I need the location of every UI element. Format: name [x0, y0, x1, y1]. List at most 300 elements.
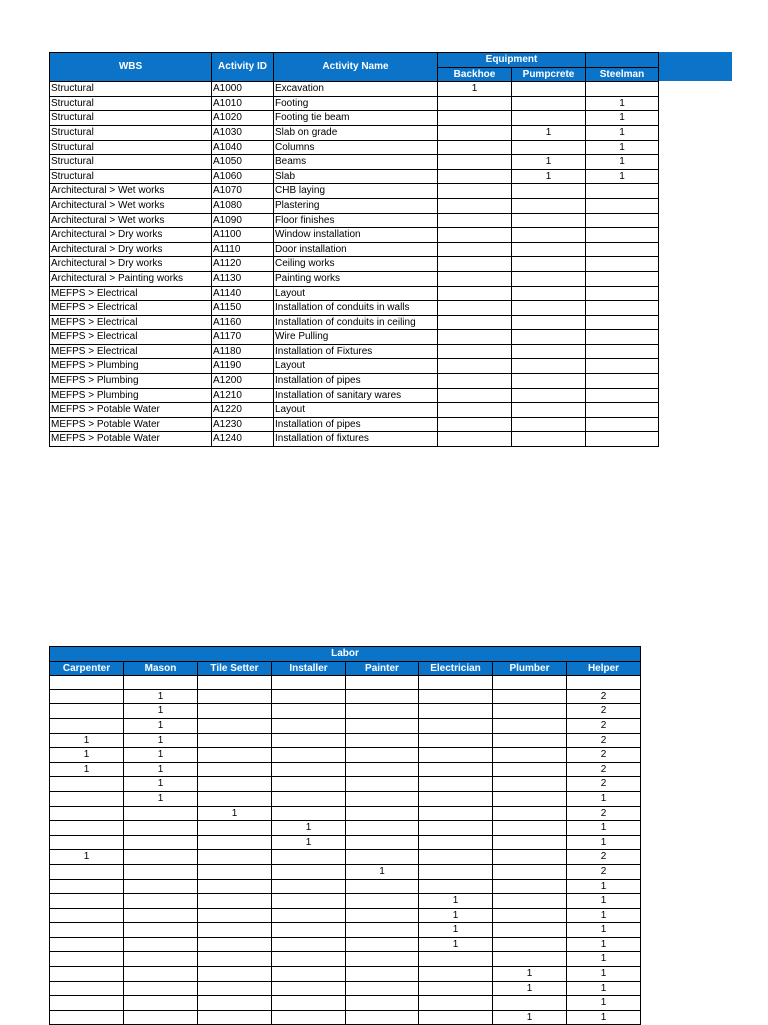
cell-electrician[interactable] [419, 864, 493, 879]
cell-electrician[interactable] [419, 850, 493, 865]
cell-plumber[interactable]: 1 [493, 967, 567, 982]
header-backhoe[interactable]: Backhoe [438, 67, 512, 82]
cell-carpenter[interactable] [50, 967, 124, 982]
cell-backhoe[interactable] [438, 125, 512, 140]
cell-activity-name[interactable]: Floor finishes [274, 213, 438, 228]
cell-activity-id[interactable]: A1240 [212, 432, 274, 447]
cell-wbs[interactable]: Architectural > Dry works [50, 242, 212, 257]
cell-mason[interactable]: 1 [124, 748, 198, 763]
header-wbs[interactable]: WBS [50, 53, 212, 82]
cell-helper[interactable]: 1 [567, 981, 641, 996]
cell-plumber[interactable] [493, 835, 567, 850]
cell-mason[interactable] [124, 894, 198, 909]
cell-backhoe[interactable] [438, 330, 512, 345]
cell-wbs[interactable]: Structural [50, 140, 212, 155]
cell-pumpcrete[interactable] [512, 432, 586, 447]
cell-activity-name[interactable]: Ceiling works [274, 257, 438, 272]
cell-tile-setter[interactable] [198, 704, 272, 719]
cell-plumber[interactable] [493, 718, 567, 733]
cell-helper[interactable]: 2 [567, 733, 641, 748]
cell-activity-name[interactable]: Window installation [274, 228, 438, 243]
cell-electrician[interactable] [419, 981, 493, 996]
cell-pumpcrete[interactable] [512, 213, 586, 228]
cell-wbs[interactable]: Structural [50, 82, 212, 97]
cell-steelman[interactable] [586, 403, 659, 418]
cell-backhoe[interactable] [438, 242, 512, 257]
cell-plumber[interactable] [493, 908, 567, 923]
cell-electrician[interactable] [419, 689, 493, 704]
cell-plumber[interactable] [493, 676, 567, 690]
cell-mason[interactable] [124, 937, 198, 952]
cell-painter[interactable] [346, 676, 419, 690]
cell-painter[interactable] [346, 689, 419, 704]
cell-painter[interactable] [346, 718, 419, 733]
cell-carpenter[interactable] [50, 704, 124, 719]
cell-plumber[interactable] [493, 850, 567, 865]
cell-wbs[interactable]: MEFPS > Potable Water [50, 417, 212, 432]
cell-backhoe[interactable] [438, 315, 512, 330]
cell-plumber[interactable]: 1 [493, 981, 567, 996]
cell-electrician[interactable]: 1 [419, 894, 493, 909]
cell-painter[interactable]: 1 [346, 864, 419, 879]
header-carpenter[interactable]: Carpenter [50, 661, 124, 676]
cell-pumpcrete[interactable] [512, 184, 586, 199]
cell-carpenter[interactable] [50, 689, 124, 704]
cell-electrician[interactable] [419, 1010, 493, 1025]
cell-installer[interactable]: 1 [272, 821, 346, 836]
header-activity-name[interactable]: Activity Name [274, 53, 438, 82]
cell-tile-setter[interactable] [198, 835, 272, 850]
cell-carpenter[interactable] [50, 879, 124, 894]
cell-backhoe[interactable] [438, 374, 512, 389]
cell-tile-setter[interactable] [198, 777, 272, 792]
cell-electrician[interactable] [419, 952, 493, 967]
cell-installer[interactable] [272, 689, 346, 704]
cell-helper[interactable]: 2 [567, 864, 641, 879]
cell-activity-id[interactable]: A1000 [212, 82, 274, 97]
cell-pumpcrete[interactable] [512, 388, 586, 403]
cell-backhoe[interactable] [438, 169, 512, 184]
cell-activity-id[interactable]: A1200 [212, 374, 274, 389]
header-steelman[interactable]: Steelman [586, 67, 659, 82]
cell-mason[interactable] [124, 821, 198, 836]
cell-steelman[interactable]: 1 [586, 96, 659, 111]
cell-carpenter[interactable] [50, 791, 124, 806]
cell-plumber[interactable] [493, 952, 567, 967]
cell-tile-setter[interactable] [198, 821, 272, 836]
cell-steelman[interactable] [586, 388, 659, 403]
cell-helper[interactable]: 2 [567, 806, 641, 821]
cell-wbs[interactable]: Structural [50, 111, 212, 126]
cell-electrician[interactable] [419, 835, 493, 850]
cell-activity-name[interactable]: CHB laying [274, 184, 438, 199]
cell-backhoe[interactable] [438, 344, 512, 359]
cell-wbs[interactable]: MEFPS > Plumbing [50, 388, 212, 403]
cell-activity-id[interactable]: A1040 [212, 140, 274, 155]
cell-pumpcrete[interactable] [512, 257, 586, 272]
cell-plumber[interactable] [493, 791, 567, 806]
cell-carpenter[interactable] [50, 676, 124, 690]
cell-helper[interactable]: 1 [567, 923, 641, 938]
cell-installer[interactable] [272, 718, 346, 733]
cell-mason[interactable] [124, 1010, 198, 1025]
cell-tile-setter[interactable] [198, 733, 272, 748]
cell-helper[interactable]: 1 [567, 967, 641, 982]
cell-activity-name[interactable]: Installation of sanitary wares [274, 388, 438, 403]
cell-activity-name[interactable]: Installation of conduits in walls [274, 301, 438, 316]
cell-wbs[interactable]: Structural [50, 96, 212, 111]
cell-mason[interactable]: 1 [124, 689, 198, 704]
cell-steelman[interactable]: 1 [586, 155, 659, 170]
cell-backhoe[interactable]: 1 [438, 82, 512, 97]
cell-electrician[interactable] [419, 806, 493, 821]
cell-steelman[interactable] [586, 315, 659, 330]
cell-painter[interactable] [346, 762, 419, 777]
cell-activity-name[interactable]: Beams [274, 155, 438, 170]
cell-tile-setter[interactable] [198, 894, 272, 909]
cell-activity-name[interactable]: Slab [274, 169, 438, 184]
cell-backhoe[interactable] [438, 155, 512, 170]
cell-carpenter[interactable] [50, 923, 124, 938]
cell-installer[interactable]: 1 [272, 835, 346, 850]
cell-steelman[interactable] [586, 228, 659, 243]
cell-electrician[interactable] [419, 821, 493, 836]
cell-activity-id[interactable]: A1020 [212, 111, 274, 126]
cell-plumber[interactable] [493, 777, 567, 792]
cell-plumber[interactable] [493, 879, 567, 894]
cell-pumpcrete[interactable]: 1 [512, 155, 586, 170]
cell-activity-name[interactable]: Slab on grade [274, 125, 438, 140]
cell-steelman[interactable] [586, 432, 659, 447]
cell-steelman[interactable] [586, 213, 659, 228]
cell-helper[interactable]: 1 [567, 908, 641, 923]
cell-helper[interactable]: 1 [567, 937, 641, 952]
header-plumber[interactable]: Plumber [493, 661, 567, 676]
cell-plumber[interactable] [493, 806, 567, 821]
cell-mason[interactable] [124, 864, 198, 879]
cell-carpenter[interactable] [50, 777, 124, 792]
cell-activity-id[interactable]: A1220 [212, 403, 274, 418]
header-equipment-group[interactable]: Equipment [438, 53, 586, 68]
cell-helper[interactable]: 1 [567, 952, 641, 967]
cell-wbs[interactable]: MEFPS > Potable Water [50, 432, 212, 447]
cell-electrician[interactable]: 1 [419, 908, 493, 923]
cell-helper[interactable]: 1 [567, 835, 641, 850]
cell-wbs[interactable]: Structural [50, 169, 212, 184]
header-helper[interactable]: Helper [567, 661, 641, 676]
cell-mason[interactable]: 1 [124, 762, 198, 777]
cell-painter[interactable] [346, 835, 419, 850]
cell-painter[interactable] [346, 879, 419, 894]
cell-electrician[interactable] [419, 748, 493, 763]
cell-steelman[interactable] [586, 374, 659, 389]
cell-painter[interactable] [346, 967, 419, 982]
cell-steelman[interactable] [586, 198, 659, 213]
cell-helper[interactable]: 2 [567, 718, 641, 733]
cell-activity-id[interactable]: A1030 [212, 125, 274, 140]
cell-backhoe[interactable] [438, 228, 512, 243]
cell-tile-setter[interactable] [198, 850, 272, 865]
cell-steelman[interactable] [586, 330, 659, 345]
cell-painter[interactable] [346, 981, 419, 996]
cell-activity-name[interactable]: Plastering [274, 198, 438, 213]
cell-mason[interactable]: 1 [124, 777, 198, 792]
cell-installer[interactable] [272, 981, 346, 996]
cell-steelman[interactable] [586, 271, 659, 286]
cell-mason[interactable] [124, 879, 198, 894]
cell-tile-setter[interactable] [198, 923, 272, 938]
cell-steelman[interactable] [586, 286, 659, 301]
cell-activity-name[interactable]: Footing tie beam [274, 111, 438, 126]
header-blank[interactable] [586, 53, 659, 68]
cell-electrician[interactable] [419, 762, 493, 777]
cell-wbs[interactable]: Architectural > Dry works [50, 228, 212, 243]
cell-carpenter[interactable] [50, 864, 124, 879]
cell-activity-id[interactable]: A1210 [212, 388, 274, 403]
cell-electrician[interactable] [419, 733, 493, 748]
cell-plumber[interactable] [493, 923, 567, 938]
cell-activity-id[interactable]: A1160 [212, 315, 274, 330]
cell-wbs[interactable]: Architectural > Dry works [50, 257, 212, 272]
cell-installer[interactable] [272, 850, 346, 865]
cell-pumpcrete[interactable] [512, 286, 586, 301]
cell-installer[interactable] [272, 762, 346, 777]
cell-mason[interactable] [124, 835, 198, 850]
cell-steelman[interactable] [586, 344, 659, 359]
cell-steelman[interactable] [586, 301, 659, 316]
cell-tile-setter[interactable] [198, 676, 272, 690]
cell-tile-setter[interactable] [198, 981, 272, 996]
cell-tile-setter[interactable] [198, 879, 272, 894]
cell-tile-setter[interactable] [198, 937, 272, 952]
cell-installer[interactable] [272, 806, 346, 821]
cell-plumber[interactable] [493, 996, 567, 1011]
cell-wbs[interactable]: MEFPS > Electrical [50, 330, 212, 345]
cell-steelman[interactable] [586, 417, 659, 432]
cell-installer[interactable] [272, 923, 346, 938]
cell-painter[interactable] [346, 908, 419, 923]
cell-activity-name[interactable]: Installation of fixtures [274, 432, 438, 447]
cell-backhoe[interactable] [438, 140, 512, 155]
header-pumpcrete[interactable]: Pumpcrete [512, 67, 586, 82]
cell-activity-name[interactable]: Installation of pipes [274, 417, 438, 432]
cell-activity-id[interactable]: A1230 [212, 417, 274, 432]
cell-pumpcrete[interactable] [512, 359, 586, 374]
cell-carpenter[interactable] [50, 806, 124, 821]
cell-activity-id[interactable]: A1050 [212, 155, 274, 170]
cell-electrician[interactable] [419, 718, 493, 733]
cell-plumber[interactable] [493, 762, 567, 777]
cell-backhoe[interactable] [438, 111, 512, 126]
cell-backhoe[interactable] [438, 403, 512, 418]
cell-activity-id[interactable]: A1060 [212, 169, 274, 184]
cell-backhoe[interactable] [438, 301, 512, 316]
cell-painter[interactable] [346, 1010, 419, 1025]
cell-steelman[interactable] [586, 184, 659, 199]
cell-activity-name[interactable]: Layout [274, 359, 438, 374]
cell-pumpcrete[interactable]: 1 [512, 169, 586, 184]
cell-backhoe[interactable] [438, 388, 512, 403]
cell-activity-name[interactable]: Footing [274, 96, 438, 111]
cell-electrician[interactable]: 1 [419, 937, 493, 952]
header-installer[interactable]: Installer [272, 661, 346, 676]
cell-painter[interactable] [346, 923, 419, 938]
cell-mason[interactable] [124, 981, 198, 996]
cell-carpenter[interactable] [50, 952, 124, 967]
cell-installer[interactable] [272, 791, 346, 806]
header-mason[interactable]: Mason [124, 661, 198, 676]
cell-mason[interactable] [124, 967, 198, 982]
cell-mason[interactable] [124, 806, 198, 821]
cell-painter[interactable] [346, 791, 419, 806]
cell-carpenter[interactable]: 1 [50, 733, 124, 748]
cell-installer[interactable] [272, 1010, 346, 1025]
cell-wbs[interactable]: MEFPS > Plumbing [50, 359, 212, 374]
cell-electrician[interactable] [419, 996, 493, 1011]
cell-installer[interactable] [272, 894, 346, 909]
cell-steelman[interactable]: 1 [586, 169, 659, 184]
cell-helper[interactable]: 1 [567, 821, 641, 836]
cell-pumpcrete[interactable]: 1 [512, 125, 586, 140]
cell-mason[interactable] [124, 850, 198, 865]
cell-helper[interactable]: 1 [567, 1010, 641, 1025]
cell-plumber[interactable] [493, 864, 567, 879]
cell-mason[interactable] [124, 908, 198, 923]
cell-activity-name[interactable]: Excavation [274, 82, 438, 97]
cell-pumpcrete[interactable] [512, 198, 586, 213]
cell-tile-setter[interactable]: 1 [198, 806, 272, 821]
cell-backhoe[interactable] [438, 213, 512, 228]
cell-activity-id[interactable]: A1130 [212, 271, 274, 286]
cell-installer[interactable] [272, 676, 346, 690]
cell-installer[interactable] [272, 879, 346, 894]
cell-electrician[interactable] [419, 967, 493, 982]
cell-backhoe[interactable] [438, 257, 512, 272]
cell-installer[interactable] [272, 996, 346, 1011]
cell-pumpcrete[interactable] [512, 417, 586, 432]
cell-helper[interactable]: 2 [567, 762, 641, 777]
cell-helper[interactable] [567, 676, 641, 690]
cell-pumpcrete[interactable] [512, 96, 586, 111]
cell-painter[interactable] [346, 777, 419, 792]
cell-activity-id[interactable]: A1120 [212, 257, 274, 272]
header-activity-id[interactable]: Activity ID [212, 53, 274, 82]
cell-installer[interactable] [272, 704, 346, 719]
cell-mason[interactable] [124, 996, 198, 1011]
cell-activity-name[interactable]: Layout [274, 286, 438, 301]
cell-pumpcrete[interactable] [512, 301, 586, 316]
cell-tile-setter[interactable] [198, 791, 272, 806]
cell-helper[interactable]: 1 [567, 791, 641, 806]
cell-backhoe[interactable] [438, 432, 512, 447]
cell-tile-setter[interactable] [198, 689, 272, 704]
cell-pumpcrete[interactable] [512, 271, 586, 286]
cell-pumpcrete[interactable] [512, 344, 586, 359]
cell-activity-id[interactable]: A1070 [212, 184, 274, 199]
cell-mason[interactable]: 1 [124, 718, 198, 733]
cell-wbs[interactable]: MEFPS > Electrical [50, 315, 212, 330]
cell-tile-setter[interactable] [198, 864, 272, 879]
cell-steelman[interactable] [586, 257, 659, 272]
cell-painter[interactable] [346, 952, 419, 967]
cell-steelman[interactable]: 1 [586, 125, 659, 140]
cell-painter[interactable] [346, 748, 419, 763]
header-painter[interactable]: Painter [346, 661, 419, 676]
cell-pumpcrete[interactable] [512, 82, 586, 97]
cell-painter[interactable] [346, 733, 419, 748]
cell-installer[interactable] [272, 733, 346, 748]
cell-mason[interactable] [124, 952, 198, 967]
cell-painter[interactable] [346, 806, 419, 821]
cell-mason[interactable]: 1 [124, 733, 198, 748]
cell-tile-setter[interactable] [198, 952, 272, 967]
cell-activity-id[interactable]: A1100 [212, 228, 274, 243]
cell-helper[interactable]: 2 [567, 777, 641, 792]
cell-steelman[interactable]: 1 [586, 111, 659, 126]
cell-helper[interactable]: 1 [567, 879, 641, 894]
cell-installer[interactable] [272, 952, 346, 967]
cell-activity-id[interactable]: A1110 [212, 242, 274, 257]
cell-plumber[interactable] [493, 689, 567, 704]
cell-pumpcrete[interactable] [512, 140, 586, 155]
cell-activity-id[interactable]: A1090 [212, 213, 274, 228]
cell-pumpcrete[interactable] [512, 403, 586, 418]
cell-wbs[interactable]: MEFPS > Plumbing [50, 374, 212, 389]
cell-steelman[interactable] [586, 242, 659, 257]
cell-wbs[interactable]: MEFPS > Electrical [50, 286, 212, 301]
cell-helper[interactable]: 2 [567, 689, 641, 704]
cell-carpenter[interactable] [50, 996, 124, 1011]
cell-installer[interactable] [272, 967, 346, 982]
cell-pumpcrete[interactable] [512, 228, 586, 243]
cell-carpenter[interactable] [50, 894, 124, 909]
cell-steelman[interactable] [586, 359, 659, 374]
cell-activity-id[interactable]: A1180 [212, 344, 274, 359]
cell-installer[interactable] [272, 748, 346, 763]
cell-backhoe[interactable] [438, 198, 512, 213]
cell-pumpcrete[interactable] [512, 111, 586, 126]
cell-electrician[interactable]: 1 [419, 923, 493, 938]
cell-wbs[interactable]: Architectural > Wet works [50, 184, 212, 199]
cell-activity-id[interactable]: A1190 [212, 359, 274, 374]
cell-backhoe[interactable] [438, 184, 512, 199]
cell-tile-setter[interactable] [198, 748, 272, 763]
cell-electrician[interactable] [419, 791, 493, 806]
cell-electrician[interactable] [419, 704, 493, 719]
cell-plumber[interactable] [493, 733, 567, 748]
cell-plumber[interactable] [493, 894, 567, 909]
cell-helper[interactable]: 2 [567, 850, 641, 865]
cell-plumber[interactable] [493, 704, 567, 719]
cell-helper[interactable]: 2 [567, 748, 641, 763]
cell-carpenter[interactable]: 1 [50, 762, 124, 777]
cell-pumpcrete[interactable] [512, 330, 586, 345]
cell-plumber[interactable] [493, 748, 567, 763]
cell-backhoe[interactable] [438, 271, 512, 286]
cell-mason[interactable] [124, 676, 198, 690]
cell-activity-name[interactable]: Wire Pulling [274, 330, 438, 345]
cell-electrician[interactable] [419, 676, 493, 690]
cell-plumber[interactable]: 1 [493, 1010, 567, 1025]
cell-activity-id[interactable]: A1080 [212, 198, 274, 213]
cell-carpenter[interactable] [50, 821, 124, 836]
cell-wbs[interactable]: Architectural > Wet works [50, 213, 212, 228]
cell-carpenter[interactable] [50, 981, 124, 996]
cell-activity-id[interactable]: A1140 [212, 286, 274, 301]
cell-carpenter[interactable] [50, 835, 124, 850]
cell-electrician[interactable] [419, 777, 493, 792]
cell-installer[interactable] [272, 864, 346, 879]
